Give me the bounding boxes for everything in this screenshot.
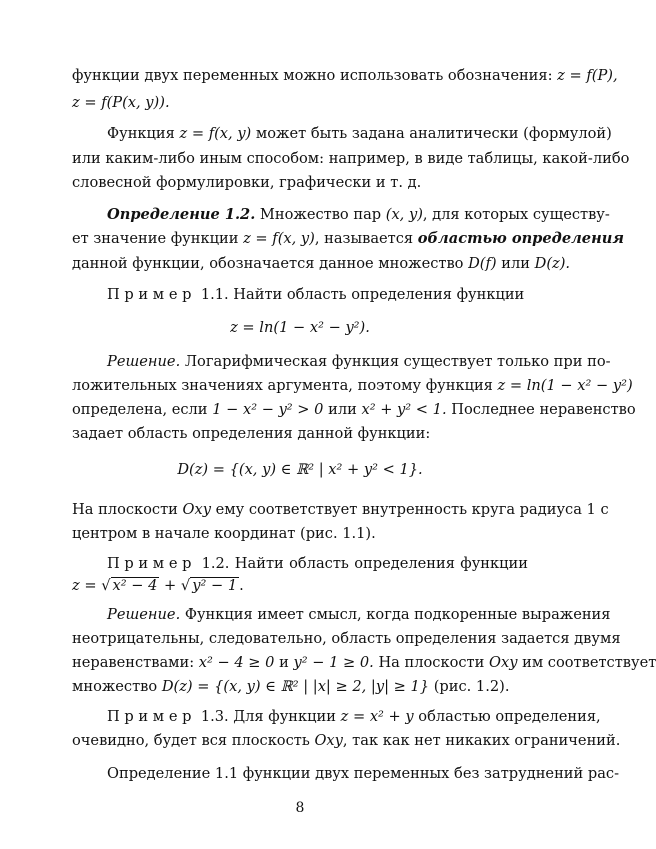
example-heading: Пример 1.3. Для функции z = x² + y областью определения, [107,708,601,725]
solution-line: неравенствами: x² − 4 ≥ 0 и y² − 1 ≥ 0. На плоскости Oxy им соответствует [72,654,656,671]
solution-line: ложительных значениях аргумента, поэтому функция z = ln(1 − x² − y²) [72,377,633,394]
example-heading: Пример 1.2. Найти область определения функции [107,555,528,572]
paragraph-line: или каким-либо иным способом: например, в виде таблицы, какой-либо [72,150,630,167]
text-line: z = f(P(x, y)). [72,94,170,111]
solution-label: Решение. [107,353,181,370]
solution-line: неотрицательны, следовательно, область определения задается двумя [72,630,621,647]
display-formula: D(z) = {(x, y) ∈ ℝ² | x² + y² < 1}. [177,461,423,478]
formula-line: z = √ x² − 4 + √ y² − 1 . [72,577,244,594]
definition-line: данной функции, обозначается данное множество D(f) или D(z). [72,255,571,272]
solution-line: задает область определения данной функции: [72,425,431,442]
paragraph-line: Функция z = f(x, y) может быть задана аналитически (формулой) [107,125,612,142]
solution-label: Решение. [107,606,181,623]
example-label: Пример [107,555,197,572]
solution-line: центром в начале координат (рис. 1.1). [72,525,376,542]
solution-line: На плоскости Oxy ему соответствует внутренность круга радиуса 1 с [72,501,609,518]
paragraph-line: очевидно, будет вся плоскость Oxy, так как нет никаких ограничений. [72,732,621,749]
solution-line: множество D(z) = {(x, y) ∈ ℝ² | |x| ≥ 2, |y| ≥ 1} (рис. 1.2). [72,678,510,695]
page-number: 8 [295,800,305,816]
example-label: Пример [107,708,197,725]
text-line: функции двух переменных можно использовать обозначения: z = f(P), [72,67,618,84]
solution-line: определена, если 1 − x² − y² > 0 или x² + y² < 1. Последнее неравенство [72,401,636,418]
example-label: Пример [107,286,197,303]
definition-line: ет значение функции z = f(x, y), называется областью определения [72,230,624,247]
paragraph-line: словесной формулировки, графически и т. д. [72,174,422,191]
display-formula: z = ln(1 − x² − y²). [230,319,370,336]
definition-line: Определение 1.2. Множество пар (x, y), для которых существу- [107,206,610,223]
solution-line: Решение. Логарифмическая функция существует только при по- [107,353,611,370]
paragraph-line: Определение 1.1 функции двух переменных без затруднений рас- [107,765,620,782]
sqrt-symbol: √ [180,577,191,594]
example-heading: Пример 1.1. Найти область определения функции [107,286,525,303]
sqrt-symbol: √ [101,577,111,594]
definition-label: Определение 1.2. [107,206,256,223]
defined-term: областью определения [417,230,624,247]
solution-line: Решение. Функция имеет смысл, когда подкоренные выражения [107,606,611,623]
